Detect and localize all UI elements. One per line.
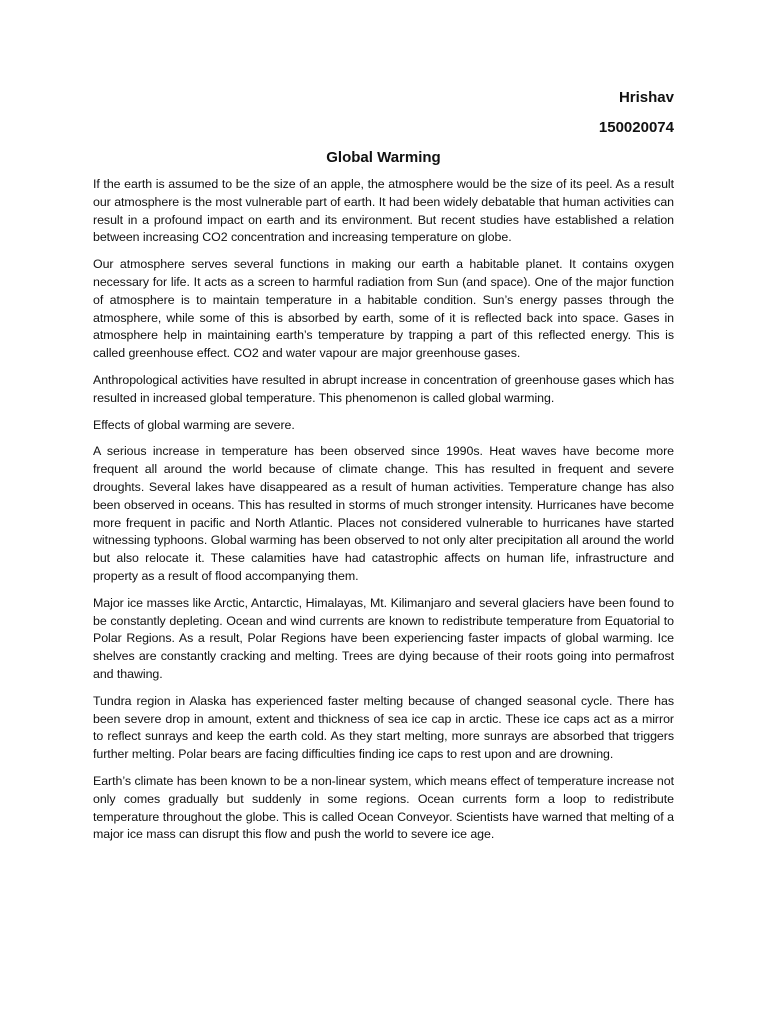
paragraph-ice-masses: Major ice masses like Arctic, Antarctic, Himalayas, Mt. Kilimanjaro and several glaciers have been found to be constantly depleting. Ocean and wind currents are known to redistribute temperature from Equatorial to Polar Regions. As a result, Polar Regions have been experiencing faster impacts of global warming. Ice shelves are constantly cracking and melting. Trees are dying because of their roots going into permafrost and thawing. [93,595,674,681]
document-page [93,88,674,853]
author-name: Hrishav [618,89,674,106]
paragraph-effects-intro: Effects of global warming are severe. [93,417,295,432]
paragraph-tundra-region: Tundra region in Alaska has experienced faster melting because of changed seasonal cycle. There has been severe drop in amount, extent and thickness of sea ice cap in arctic. These ice caps act as a mirror to reflect sunrays and keep the earth cold. As they start melting, more sunrays are absorbed that triggers further melting. Polar bears are facing difficulties finding ice caps to rest upon and are drowning. [93,693,674,762]
paragraph-atmosphere-functions: Our atmosphere serves several functions in making our earth a habitable planet. It contains oxygen necessary for life. It acts as a screen to harmful radiation from Sun (and space). One of the major function of atmosphere is to maintain temperature in a habitable condition. Sun’s energy passes through the atmosphere, while some of this is absorbed by earth, some of it is reflected back into space. Gases in atmosphere help in maintaining earth’s temperature by trapping a part of this reflected energy. This is called greenhouse effect. CO2 and water vapour are major greenhouse gases. [93,257,674,361]
paragraph-temperature-increase: A serious increase in temperature has been observed since 1990s. Heat waves have become more frequent all around the world because of climate change. This has resulted in frequent and severe droughts. Several lakes have disappeared as a result of human activities. Temperature change has also been observed in oceans. This has resulted in storms of much stronger intensity. Hurricanes have become more frequent in pacific and North Atlantic. Places not considered vulnerable to hurricanes have started witnessing typhoons. Global warming has been observed to not only alter precipitation all around the world but also relocate it. These calamities have had catastrophic affects on human life, infrastructure and property as a result of flood accompanying them. [93,444,674,583]
document-title: Global Warming [326,149,441,166]
paragraph-climate-nonlinear: Earth’s climate has been known to be a non-linear system, which means effect of temperature increase not only comes gradually but suddenly in some regions. Ocean currents form a loop to redistribute temperature throughout the globe. This is called Ocean Conveyor. Scientists have warned that melting of a major ice mass can disrupt this flow and push the world to severe ice age. [93,773,674,842]
paragraph-anthropological-activities: Anthropological activities have resulted in abrupt increase in concentration of greenhouse gases which has resulted in increased global temperature. This phenomenon is called global warming. [93,372,674,405]
author-id: 150020074 [598,119,674,136]
paragraph-intro: If the earth is assumed to be the size of an apple, the atmosphere would be the size of its peel. As a result our atmosphere is the most vulnerable part of earth. It had been widely debatable that human activities can result in a profound impact on earth and its environment. But recent studies have established a relation between increasing CO2 concentration and increasing temperature on globe. [93,177,674,245]
